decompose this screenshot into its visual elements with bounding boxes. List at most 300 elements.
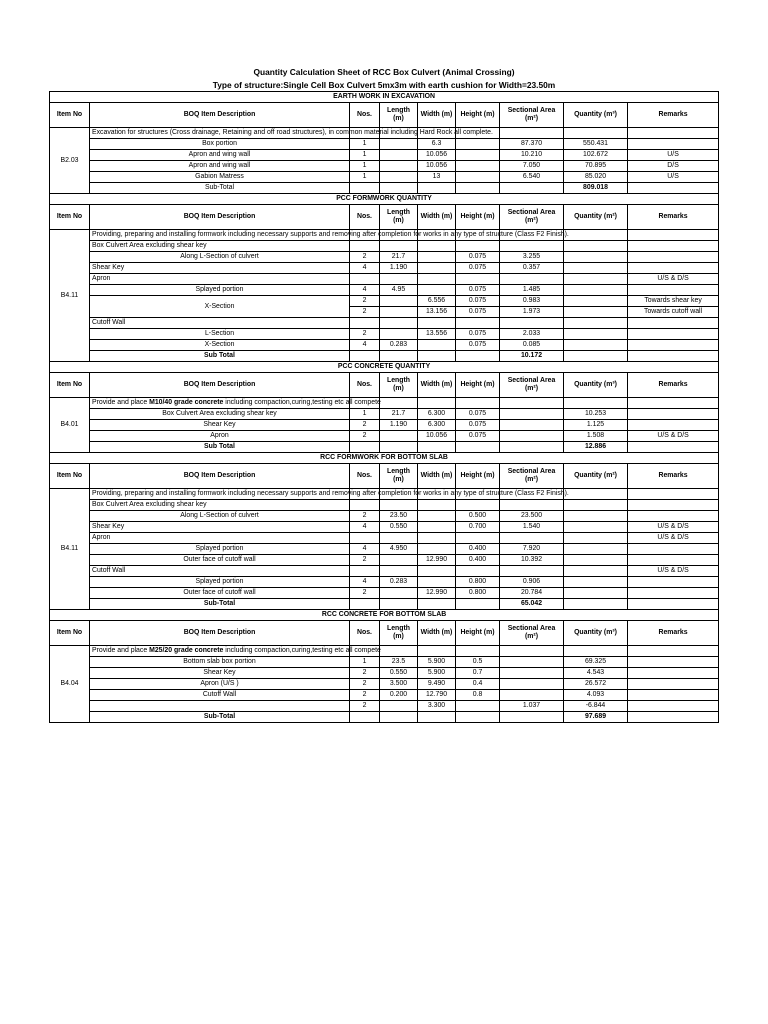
height-header: Height (m) [456, 103, 500, 128]
table-row [50, 340, 719, 351]
description-grade: M25/20 grade concrete [149, 647, 224, 655]
height-cell: 0.075 [456, 285, 500, 296]
sectional-area-cell [500, 409, 564, 420]
height-cell [456, 318, 500, 329]
nos-cell: 4 [350, 522, 380, 533]
length-cell: 0.200 [380, 690, 418, 701]
nos-cell: 2 [350, 431, 380, 442]
nos-cell: 2 [350, 329, 380, 340]
sectional-area-header: Sectional Area (m²) [500, 621, 564, 646]
table-row [50, 263, 719, 274]
row-description: Shear Key [90, 263, 350, 274]
length-cell: 23.5 [380, 657, 418, 668]
remarks-cell [628, 657, 719, 668]
row-description: Box Culvert Area excluding shear key [90, 500, 350, 511]
quantity-table [49, 91, 719, 723]
quantity-cell: 4.093 [564, 690, 628, 701]
item-description-row [50, 646, 719, 657]
nos-cell: 4 [350, 577, 380, 588]
sectional-area-cell: 1.540 [500, 522, 564, 533]
nos-cell [350, 183, 380, 194]
item-description [90, 646, 381, 657]
remarks-cell [628, 588, 719, 599]
section-title: PCC FORMWORK QUANTITY [50, 194, 719, 205]
table-row [50, 285, 719, 296]
sectional-area-cell [500, 183, 564, 194]
height-cell [456, 139, 500, 150]
sectional-area-cell [500, 690, 564, 701]
quantity-cell: 10.253 [564, 409, 628, 420]
width-cell: 3.300 [418, 701, 456, 712]
table-row [50, 577, 719, 588]
length-cell [380, 442, 418, 453]
height-cell [456, 183, 500, 194]
width-cell [418, 241, 456, 252]
height-header: Height (m) [456, 373, 500, 398]
table-row [50, 701, 719, 712]
height-cell [456, 274, 500, 285]
remarks-cell: U/S [628, 172, 719, 183]
row-description: Apron (U/S ) [90, 679, 350, 690]
sectional-area-cell [500, 274, 564, 285]
length-header: Length (m) [380, 373, 418, 398]
quantity-cell: 97.689 [564, 712, 628, 723]
length-cell [380, 500, 418, 511]
quantity-cell: 550.431 [564, 139, 628, 150]
empty-cell [380, 398, 418, 409]
quantity-cell [564, 511, 628, 522]
nos-header: Nos. [350, 205, 380, 230]
remarks-header: Remarks [628, 621, 719, 646]
height-cell [456, 533, 500, 544]
remarks-cell [628, 555, 719, 566]
item-no: B4.11 [50, 230, 90, 362]
nos-cell: 1 [350, 657, 380, 668]
width-cell: 5.900 [418, 668, 456, 679]
sectional-area-header: Sectional Area (m²) [500, 373, 564, 398]
remarks-cell [628, 241, 719, 252]
quantity-cell [564, 307, 628, 318]
remarks-cell [628, 139, 719, 150]
row-description: Cutoff Wall [90, 318, 350, 329]
row-description: Box portion [90, 139, 350, 150]
description-text: Provide and place [92, 647, 150, 655]
row-description: X-Section [90, 296, 350, 318]
row-description: Box Culvert Area excluding shear key [90, 241, 350, 252]
length-header: Length (m) [380, 621, 418, 646]
height-cell [456, 442, 500, 453]
row-description: Box Culvert Area excluding shear key [90, 409, 350, 420]
nos-cell: 1 [350, 172, 380, 183]
empty-cell [628, 489, 719, 500]
remarks-cell: Towards cutoff wall [628, 307, 719, 318]
length-cell: 21.7 [380, 252, 418, 263]
nos-cell: 2 [350, 296, 380, 307]
height-cell [456, 161, 500, 172]
nos-header: Nos. [350, 103, 380, 128]
length-cell [380, 712, 418, 723]
length-cell [380, 588, 418, 599]
subtotal-row [50, 351, 719, 362]
table-row [50, 274, 719, 285]
height-cell [456, 712, 500, 723]
height-cell: 0.075 [456, 296, 500, 307]
section-title-row [50, 610, 719, 621]
item-no: B4.04 [50, 646, 90, 723]
row-description: Splayed portion [90, 544, 350, 555]
remarks-cell: U/S & D/S [628, 522, 719, 533]
height-cell: 0.5 [456, 657, 500, 668]
row-description: Shear Key [90, 420, 350, 431]
sectional-area-cell: 0.085 [500, 340, 564, 351]
sectional-area-cell [500, 533, 564, 544]
quantity-cell: 809.018 [564, 183, 628, 194]
description-text: Excavation for structures (Cross drainage, Retaining and off road structures), in common material including Hard Rock all complete. [92, 129, 493, 137]
length-cell: 21.7 [380, 409, 418, 420]
length-cell [380, 599, 418, 610]
remarks-cell [628, 668, 719, 679]
width-cell [418, 318, 456, 329]
remarks-cell: U/S & D/S [628, 274, 719, 285]
row-description: Shear Key [90, 522, 350, 533]
sheet-subtitle: Type of structure:Single Cell Box Culvert 5mx3m with earth cushion for Width=23.50m [212, 80, 556, 90]
nos-cell: 1 [350, 139, 380, 150]
nos-cell: 4 [350, 544, 380, 555]
nos-cell [350, 500, 380, 511]
sectional-area-cell: 65.042 [500, 599, 564, 610]
item-description [90, 489, 569, 500]
table-row [50, 588, 719, 599]
empty-cell [380, 646, 418, 657]
length-cell [380, 307, 418, 318]
table-row [50, 172, 719, 183]
width-cell: 13.156 [418, 307, 456, 318]
length-cell [380, 566, 418, 577]
row-description: Apron and wing wall [90, 150, 350, 161]
nos-cell: 2 [350, 307, 380, 318]
section-title-row [50, 453, 719, 464]
height-cell [456, 172, 500, 183]
empty-cell [456, 646, 500, 657]
width-cell: 12.990 [418, 588, 456, 599]
row-description: Sub-Total [90, 183, 350, 194]
item-description-row [50, 230, 719, 241]
table-row [50, 296, 719, 307]
empty-cell [418, 398, 456, 409]
quantity-cell [564, 241, 628, 252]
height-cell [456, 599, 500, 610]
length-cell [380, 172, 418, 183]
nos-cell: 1 [350, 150, 380, 161]
row-description: X-Section [90, 340, 350, 351]
boq-description-header: BOQ Item Description [90, 205, 350, 230]
row-description [90, 701, 350, 712]
table-row [50, 511, 719, 522]
remarks-cell [628, 511, 719, 522]
empty-cell [564, 489, 628, 500]
quantity-cell [564, 500, 628, 511]
quantity-cell [564, 351, 628, 362]
width-header: Width (m) [418, 205, 456, 230]
sectional-area-cell [500, 668, 564, 679]
width-cell [418, 599, 456, 610]
row-description: Sub Total [90, 442, 350, 453]
quantity-header: Quantity (m³) [564, 373, 628, 398]
empty-cell [418, 646, 456, 657]
sectional-area-cell [500, 318, 564, 329]
row-description: Splayed portion [90, 285, 350, 296]
table-row [50, 252, 719, 263]
quantity-cell [564, 252, 628, 263]
table-row [50, 139, 719, 150]
quantity-cell [564, 555, 628, 566]
length-cell [380, 533, 418, 544]
quantity-cell [564, 577, 628, 588]
table-row [50, 544, 719, 555]
table-row [50, 522, 719, 533]
width-cell [418, 544, 456, 555]
height-cell: 0.800 [456, 588, 500, 599]
quantity-header: Quantity (m²) [564, 205, 628, 230]
height-cell: 0.075 [456, 431, 500, 442]
sectional-area-cell: 87.370 [500, 139, 564, 150]
remarks-cell [628, 252, 719, 263]
quantity-cell [564, 599, 628, 610]
remarks-cell: U/S [628, 150, 719, 161]
sectional-area-cell: 6.540 [500, 172, 564, 183]
quantity-cell: 69.325 [564, 657, 628, 668]
table-row [50, 161, 719, 172]
quantity-cell: 12.886 [564, 442, 628, 453]
nos-cell: 2 [350, 668, 380, 679]
sectional-area-cell [500, 420, 564, 431]
length-cell: 0.283 [380, 577, 418, 588]
length-cell: 3.500 [380, 679, 418, 690]
nos-cell: 2 [350, 588, 380, 599]
table-row [50, 318, 719, 329]
table-row [50, 420, 719, 431]
width-cell [418, 522, 456, 533]
nos-cell [350, 533, 380, 544]
height-cell [456, 566, 500, 577]
description-text: Providing, preparing and installing formwork including necessary supports and removing after completion for works in any type of structure (Class F2 Finish). [92, 490, 569, 498]
nos-cell: 4 [350, 340, 380, 351]
nos-cell [350, 241, 380, 252]
height-cell: 0.075 [456, 420, 500, 431]
row-description: Along L-Section of culvert [90, 511, 350, 522]
column-header-row [50, 621, 719, 646]
empty-cell [500, 646, 564, 657]
length-cell [380, 161, 418, 172]
length-cell [380, 701, 418, 712]
width-cell [418, 712, 456, 723]
height-header: Height (m) [456, 621, 500, 646]
quantity-cell: 85.020 [564, 172, 628, 183]
remarks-cell [628, 409, 719, 420]
item-description [90, 230, 569, 241]
empty-cell [564, 230, 628, 241]
height-cell: 0.075 [456, 329, 500, 340]
sheet-title: Quantity Calculation Sheet of RCC Box Culvert (Animal Crossing) [253, 67, 515, 77]
table-row [50, 150, 719, 161]
item-no-header: Item No [50, 464, 90, 489]
width-cell [418, 252, 456, 263]
section-title-row [50, 362, 719, 373]
remarks-cell: U/S & D/S [628, 566, 719, 577]
width-cell [418, 263, 456, 274]
item-description-row [50, 489, 719, 500]
row-description: Shear Key [90, 668, 350, 679]
height-cell: 0.800 [456, 577, 500, 588]
nos-header: Nos. [350, 464, 380, 489]
empty-cell [500, 128, 564, 139]
width-cell: 12.990 [418, 555, 456, 566]
remarks-cell [628, 263, 719, 274]
section-title-row [50, 92, 719, 103]
subtotal-row [50, 183, 719, 194]
remarks-cell [628, 712, 719, 723]
height-cell: 0.400 [456, 544, 500, 555]
empty-cell [628, 398, 719, 409]
sectional-area-cell [500, 712, 564, 723]
column-header-row [50, 205, 719, 230]
row-description: L-Section [90, 329, 350, 340]
sectional-area-cell [500, 442, 564, 453]
quantity-header: Quantity (m²) [564, 464, 628, 489]
item-no: B4.11 [50, 489, 90, 610]
row-description: Cutoff Wall [90, 566, 350, 577]
sectional-area-cell: 0.357 [500, 263, 564, 274]
quantity-cell [564, 296, 628, 307]
quantity-cell [564, 566, 628, 577]
subtotal-row [50, 442, 719, 453]
sectional-area-cell: 0.983 [500, 296, 564, 307]
nos-cell [350, 712, 380, 723]
remarks-cell: D/S [628, 161, 719, 172]
length-header: Length (m) [380, 103, 418, 128]
height-cell: 0.7 [456, 668, 500, 679]
table-row [50, 533, 719, 544]
width-cell [418, 533, 456, 544]
sectional-area-cell [500, 241, 564, 252]
height-cell [456, 241, 500, 252]
table-row [50, 409, 719, 420]
remarks-cell [628, 183, 719, 194]
row-description: Bottom slab box portion [90, 657, 350, 668]
height-cell: 0.700 [456, 522, 500, 533]
row-description: Sub Total [90, 351, 350, 362]
remarks-cell [628, 577, 719, 588]
width-header: Width (m) [418, 103, 456, 128]
table-row [50, 329, 719, 340]
nos-cell: 2 [350, 511, 380, 522]
item-no-header: Item No [50, 103, 90, 128]
width-cell [418, 566, 456, 577]
length-cell: 1.190 [380, 263, 418, 274]
width-cell: 5.900 [418, 657, 456, 668]
nos-cell [350, 442, 380, 453]
nos-cell: 1 [350, 161, 380, 172]
width-cell: 9.490 [418, 679, 456, 690]
quantity-cell: 26.572 [564, 679, 628, 690]
item-no-header: Item No [50, 205, 90, 230]
remarks-header: Remarks [628, 373, 719, 398]
item-description-row [50, 128, 719, 139]
width-cell: 13 [418, 172, 456, 183]
row-description: Apron [90, 274, 350, 285]
height-header: Height (m) [456, 205, 500, 230]
width-cell: 6.300 [418, 409, 456, 420]
sectional-area-cell: 10.210 [500, 150, 564, 161]
width-header: Width (m) [418, 621, 456, 646]
item-no-header: Item No [50, 621, 90, 646]
empty-cell [500, 398, 564, 409]
nos-cell [350, 599, 380, 610]
section-title: RCC FORMWORK FOR BOTTOM SLAB [50, 453, 719, 464]
boq-description-header: BOQ Item Description [90, 103, 350, 128]
width-cell: 13.556 [418, 329, 456, 340]
section-title-row [50, 194, 719, 205]
quantity-cell: 1.508 [564, 431, 628, 442]
nos-cell: 4 [350, 285, 380, 296]
height-cell: 0.075 [456, 340, 500, 351]
row-description: Apron [90, 533, 350, 544]
table-row [50, 241, 719, 252]
quantity-cell: 70.895 [564, 161, 628, 172]
subtotal-row [50, 712, 719, 723]
sectional-area-cell [500, 657, 564, 668]
empty-cell [564, 128, 628, 139]
item-no-header: Item No [50, 373, 90, 398]
quantity-cell [564, 544, 628, 555]
sectional-area-header: Sectional Area (m²) [500, 205, 564, 230]
sectional-area-cell [500, 566, 564, 577]
remarks-cell [628, 690, 719, 701]
nos-cell: 2 [350, 690, 380, 701]
nos-cell: 1 [350, 409, 380, 420]
table-row [50, 500, 719, 511]
length-cell [380, 274, 418, 285]
length-cell [380, 241, 418, 252]
boq-description-header: BOQ Item Description [90, 621, 350, 646]
height-cell: 0.500 [456, 511, 500, 522]
height-cell: 0.400 [456, 555, 500, 566]
height-cell: 0.075 [456, 409, 500, 420]
width-cell: 6.556 [418, 296, 456, 307]
item-description [90, 398, 381, 409]
height-cell [456, 351, 500, 362]
remarks-cell [628, 442, 719, 453]
length-cell [380, 431, 418, 442]
length-cell: 4.950 [380, 544, 418, 555]
width-cell: 10.056 [418, 161, 456, 172]
nos-cell [350, 274, 380, 285]
remarks-cell [628, 544, 719, 555]
length-header: Length (m) [380, 464, 418, 489]
width-cell: 12.790 [418, 690, 456, 701]
length-cell [380, 139, 418, 150]
length-cell [380, 296, 418, 307]
quantity-cell [564, 340, 628, 351]
row-description: Sub-Total [90, 599, 350, 610]
width-cell [418, 183, 456, 194]
width-cell [418, 500, 456, 511]
sectional-area-cell: 1.037 [500, 701, 564, 712]
column-header-row [50, 373, 719, 398]
remarks-cell [628, 329, 719, 340]
sectional-area-cell: 1.485 [500, 285, 564, 296]
width-cell [418, 274, 456, 285]
